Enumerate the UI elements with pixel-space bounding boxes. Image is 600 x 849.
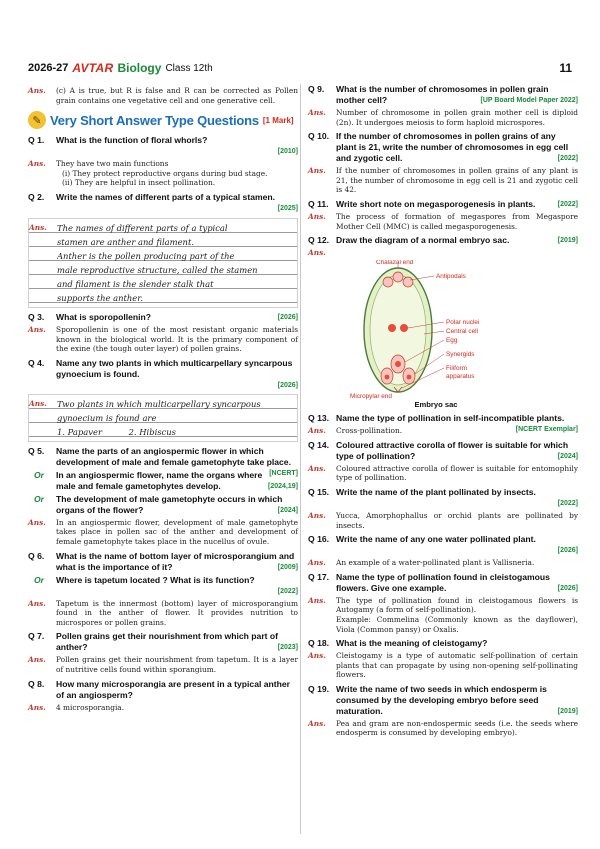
question-number: Q 11. [308,198,329,209]
handwritten-line: supports the anther. [57,292,144,303]
answer-label: Ans. [29,398,47,408]
label-apparatus: apparatus [446,373,475,381]
handwritten-line: male reproductive structure, called the stamen [57,264,258,275]
answer-7 [28,655,298,674]
question-text: What is sporopollenin? [56,311,152,322]
answer-label: Ans. [308,718,326,728]
question-tag: [2022] [557,499,578,507]
question-number: Q 12. [308,235,330,246]
question-number: Q 13. [308,413,330,424]
question-15 [308,487,578,509]
question-tag: [2022] [557,155,578,163]
question-number: Q 6. [28,550,45,561]
answer-label: Ans. [28,517,46,527]
question-number: Q 14. [308,439,330,450]
answer-text: Sporopollenin is one of the most resistant organic materials known in the biological world. It is the primary component of the exine (the tough outer layer) of pollen grains. [56,324,298,354]
lightbulb-icon: ✎ [28,111,46,129]
answer-label: Ans. [308,108,326,117]
question-number: Q 8. [28,678,45,689]
answer-19 [308,719,578,738]
embryo-sac-diagram [336,260,536,400]
answer-text: In an angiospermic flower, development of male gametophyte takes place in pollen sac of the anther and development of female gametophyte takes place in the nucellus of ovule. [56,517,298,546]
question-number: Q 16. [308,534,330,545]
question-6-or [28,575,298,597]
header-brand-logo: AVTAR [72,61,114,75]
answer-text: If the number of chromosomes in pollen grains of any plant is 21, the number of chromosome in egg cell is 21 and zygotic cell is 42. [336,166,578,195]
answer-text: Cleistogamy is a type of automatic self-pollination of certain plants that can propagate by using non-opening self-pollinating flowers. [336,651,578,680]
question-text: Draw the diagram of a normal embryo sac. [336,235,510,246]
question-11 [308,199,578,210]
answer-16 [308,558,578,568]
question-number: Q 19. [308,683,330,694]
answer-label: Ans. [308,248,326,258]
right-column [308,84,578,738]
answer-point: (i) They protect reproductive organs during bud stage. [62,168,268,178]
answer-text: Pea and gram are non-endospermic seeds (i.e. the seeds where endosperm is consumed by developing embryo). [336,718,578,738]
answer-label: Ans. [308,426,326,436]
section-marks: [1 Mark] [262,115,294,125]
question-6 [28,551,298,573]
answer-6 [28,599,298,628]
label-filiform: Filiform [446,365,467,373]
question-number: Q 3. [28,311,45,322]
question-text: How many microsporangia are present in a typical anther of an angiosperm? [56,678,291,700]
question-tag: [2024,19] [268,482,298,490]
header-class: Class 12th [165,62,213,74]
answer-3 [28,325,298,354]
question-number: Q 1. [28,135,45,146]
question-text: What is the meaning of cleistogamy? [336,638,488,649]
question-text: What is the function of floral whorls? [56,135,208,146]
question-tag: [2024] [557,452,578,460]
question-text: The development of male gametophyte occurs in which organs of the flower? [56,493,283,515]
answer-label: Ans. [28,655,46,665]
answer-label: Ans. [28,324,46,334]
question-18 [308,638,578,649]
question-4 [28,358,298,391]
answer-text: Pollen grains get their nourishment from tapetum. It is a layer of nutritive cells found within sporangium. [56,655,298,674]
answer-label: Ans. [308,510,326,520]
question-number: Q 5. [28,445,45,456]
answer-example: Example: Commelina (Commonly known as the dayflower), Viola (Common pansy) or Oxalis. [336,614,578,634]
answer-17 [308,596,578,634]
header-subject: Biology [117,61,162,75]
question-text: What is the name of bottom layer of microsporangium and what is the importance of it? [56,550,295,572]
question-text: Where is tapetum located ? What is its function? [56,574,255,585]
diagram-caption: Embryo sac [414,400,458,410]
label-synergids: Synergids [446,351,475,359]
answer-14 [308,464,578,483]
question-tag: [2026] [277,381,298,389]
answer-10 [308,166,578,195]
question-text: Name the parts of an angiospermic flower in which development of male and female gametophyte take place. [56,445,291,467]
answer-5 [28,518,298,547]
label-central-cell: Central cell [446,328,478,336]
question-3 [28,312,298,323]
antipodal-cell [383,277,393,287]
question-tag: [2009] [277,563,298,571]
question-text: What is the number of chromosomes in pollen grain mother cell? [336,84,549,105]
answer-text: The type of pollination found in cleistogamous flowers is Autogamy (a form of self-pollination). [336,595,578,615]
question-number: Q 18. [308,638,330,649]
answer-text: Coloured attractive corolla of flower is suitable for entomophily type of pollination. [336,463,578,483]
intro-answer [28,86,298,105]
answer-12 [308,248,578,258]
question-17 [308,572,578,594]
label-chalazal-end: Chalazal end [376,260,414,267]
answer-text: 4 microsporangia. [56,702,125,712]
answer-label: Ans. [308,166,326,176]
antipodal-cell [403,277,413,287]
section-heading [28,111,298,129]
question-5-or-1 [28,470,298,492]
answer-label: Ans. [28,86,46,95]
or-label: Or [34,574,45,585]
answer-15 [308,511,578,530]
question-8 [28,679,298,701]
answer-9 [308,108,578,127]
answer-label: Ans. [28,598,46,608]
handwritten-line: stamen are anther and filament. [57,236,194,247]
question-text: Name the type of pollination in self-incompatible plants. [336,413,565,424]
question-16 [308,534,578,556]
question-tag: [2022] [557,200,578,208]
question-number: Q 7. [28,631,45,642]
synergid-nucleus [407,375,412,380]
question-tag: [2023] [277,644,298,652]
answer-text: An example of a water-pollinated plant is Vallisneria. [336,558,535,568]
page-number: 11 [559,61,572,75]
handwritten-line: Two plants in which multicarpellary syncarpous [57,398,261,409]
question-text: If the number of chromosomes in pollen grains of any plant is 21, write the number of chromosomes in egg cell and zygotic cell. [336,131,569,164]
question-tag: [2026] [277,313,298,321]
question-number: Q 4. [28,357,45,368]
answer-label: Ans. [28,159,46,169]
answer-text: Yucca, Amorphophallus or orchid plants are pollinated by insects. [336,510,578,530]
question-text: Write the name of two seeds in which endosperm is consumed by the developing embryo before seed maturation. [336,683,547,716]
label-micropylar-end: Micropylar end [350,393,392,401]
section-title: Very Short Answer Type Questions [50,112,259,128]
question-tag: [2019] [557,707,578,715]
question-text: Coloured attractive corolla of flower is suitable for which type of pollination? [336,439,569,461]
question-text: Write the names of different parts of a typical stamen. [56,191,276,202]
question-tag: [NCERT Exemplar] [515,426,578,434]
answer-label: Ans. [28,702,46,712]
handwritten-answer-4 [28,394,298,442]
egg-nucleus [395,361,401,367]
question-2 [28,192,298,214]
question-12 [308,235,578,246]
question-number: Q 2. [28,191,45,202]
question-text: Write the name of any one water pollinated plant. [336,534,536,545]
question-14 [308,440,578,462]
answer-text: Number of chromosome in pollen grain mother cell is diploid (2n). It undergoes meiosis to form haploid microspores. [336,108,578,127]
or-label: Or [34,493,45,504]
or-label: Or [34,469,45,480]
question-number: Q 10. [308,131,330,142]
question-tag: [2026] [557,584,578,592]
answer-text: The process of formation of megaspores from Megaspore Mother Cell (MMC) is called megasporogenesis. [336,211,578,231]
question-text: Pollen grains get their nourishment from which part of anther? [56,631,279,653]
answer-label: Ans. [308,651,326,661]
question-number: Q 15. [308,486,330,497]
answer-11 [308,212,578,231]
question-9 [308,84,578,106]
column-divider [300,84,301,834]
question-text: Write short note on megasporogenesis in plants. [336,198,536,209]
question-tag: [2024] [277,506,298,514]
question-tag: [2010] [277,148,298,156]
question-tag: [UP Board Model Paper 2022] [480,97,578,104]
page-header [28,60,572,76]
antipodal-cell [393,272,403,282]
label-egg: Egg [446,337,458,345]
question-tag: [2026] [557,547,578,555]
question-text: Write the name of the plant pollinated by insects. [336,486,536,497]
answer-13 [308,426,578,436]
answer-label: Ans. [308,595,326,605]
left-column [28,84,298,712]
handwritten-line: Anther is the pollen producing part of the [57,250,235,261]
polar-nucleus [400,324,408,332]
answer-label: Ans. [308,211,326,221]
question-7 [28,631,298,653]
question-tag: [2025] [277,204,298,212]
question-text: In an angiospermic flower, name the organs where male and female gametophytes develop. [56,469,263,491]
polar-nucleus [388,324,396,332]
answer-label: Ans. [29,222,47,232]
question-tag: [2019] [557,237,578,245]
label-polar-nuclei: Polar nuclei [446,319,480,327]
handwritten-line: 1. Papaver 2. Hibiscus [57,426,176,437]
embryo-sac-svg [336,260,536,400]
handwritten-line: gynoecium is found are [57,412,157,423]
answer-text: Cross-pollination. [336,426,403,436]
header-year: 2026-27 [28,62,69,74]
answer-1 [28,159,298,188]
answer-point: (ii) They are helpful in insect pollination. [62,178,216,188]
answer-text: Tapetum is the innermost (bottom) layer of microsporangium found in the anther of flower. It provides nutrition to microspores or pollen grains. [56,598,298,627]
handwritten-line: and filament is the slender stalk that [57,278,214,289]
question-tag: [2022] [277,587,298,595]
answer-text: They have two main functions [56,159,169,169]
question-10 [308,131,578,164]
handwritten-line: The names of different parts of a typical [57,222,228,233]
question-number: Q 9. [308,84,325,94]
question-5-or-2 [28,494,298,516]
answer-18 [308,651,578,680]
answer-label: Ans. [308,463,326,473]
question-number: Q 17. [308,571,330,582]
synergid-nucleus [385,375,390,380]
question-text: Name any two plants in which multicarpellary syncarpous gynoecium is found. [56,357,293,379]
question-1 [28,135,298,157]
question-text: Name the type of pollination found in cleistogamous flowers. Give one example. [336,571,550,593]
answer-text: (c) A is true, but R is false and R can be corrected as Pollen grain contains one vegetative cell and one generative cell. [56,86,298,105]
question-19 [308,684,578,717]
question-tag: [NCERT] [269,469,298,477]
handwritten-answer-2 [28,218,298,308]
label-antipodals: Antipodals [436,273,466,281]
answer-label: Ans. [308,558,326,568]
answer-8 [28,703,298,713]
